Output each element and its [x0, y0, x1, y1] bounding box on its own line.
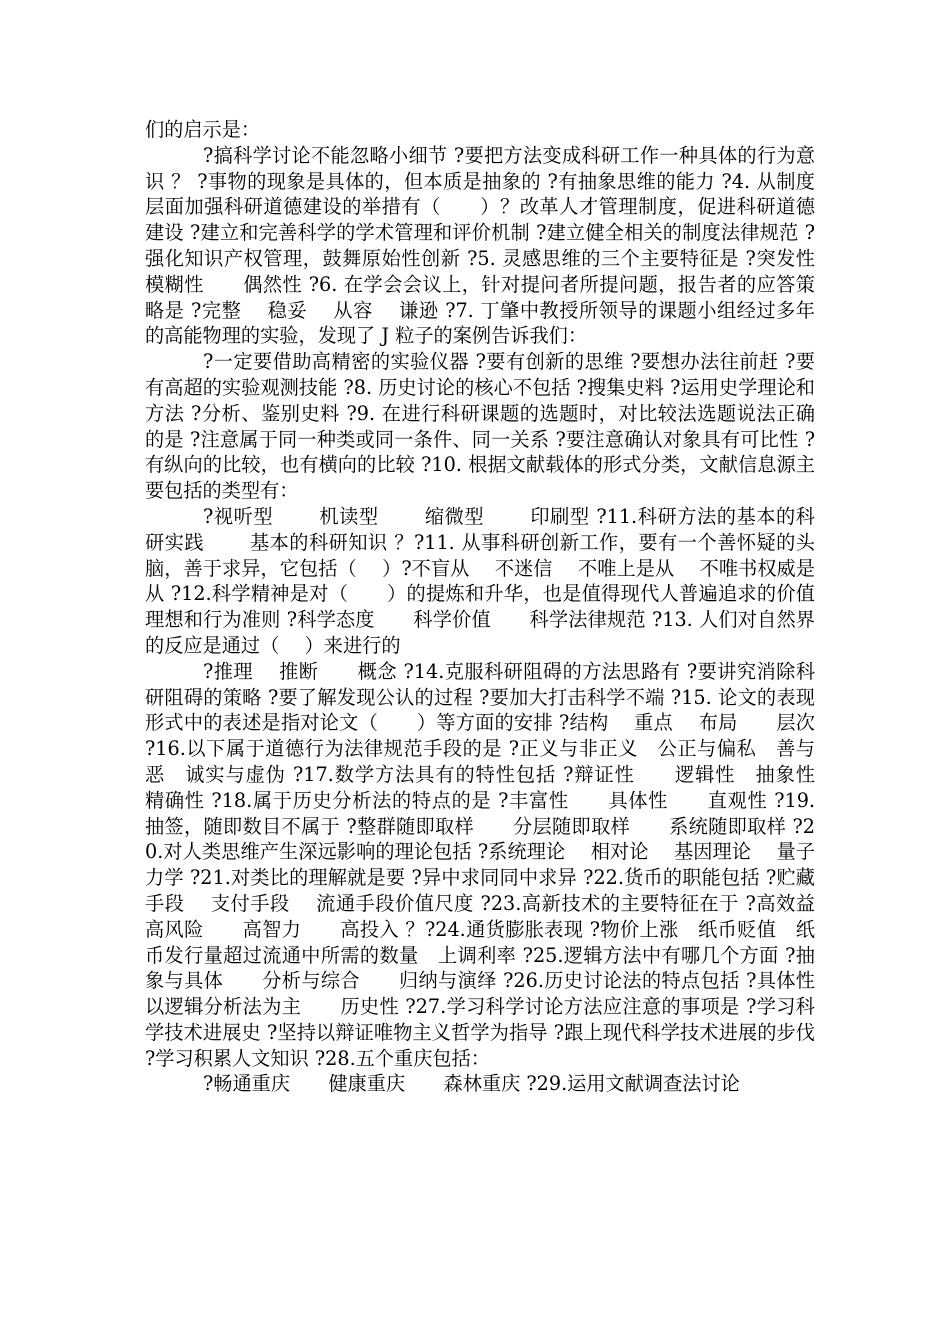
paragraph-2: ?搞科学讨论不能忽略小细节 ?要把方法变成科研工作一种具体的行为意识 ？ ?事物的现象是具体的，但本质是抽象的 ?有抽象思维的能力 ?4. 从制度层面加强科研道德建设的举措有（ ）？改革人才管理制度，促进科研道德建设 ?建立和完善科学的学术管理和评价机制 ?建立健全相关的制度法律规范 ?强化知识产权管理，鼓舞原始性创新 ?5. 灵感思维的三个主要特征是 ?突发性 模糊性 偶然性 ?6. 在学会会议上，针对提问者所提问题，报告者的应答策略是 ?完整 稳妥 从容 谦逊 ?7. 丁肇中教授所领导的课题小组经过多年的高能物理的实验，发现了 J 粒子的案例告诉我们： — [145, 143, 854, 348]
paragraph-3: ?一定要借助高精密的实验仪器 ?要有创新的思维 ?要想办法往前赶 ?要有高超的实验观测技能 ?8. 历史讨论的核心不包括 ?搜集史料 ?运用史学理论和方法 ?分析、鉴别史料 ?9. 在进行科研课题的选题时，对比较法选题说法正确的是 ?注意属于同一种类或同一条件、同一关系 ?要注意确认对象具有可比性 ?有纵向的比较，也有横向的比较 ?10. 根据文献载体的形式分类，文献信息源主要包括的类型有： — [145, 350, 815, 503]
paragraph-4: ?视听型 机读型 缩微型 印刷型 ?11.科研方法的基本的科研实践 基本的科研知识 ？?11. 从事科研创新工作，要有一个善怀疑的头脑，善于求异，它包括（ ）?不盲从 不迷信 不唯上是从 不唯书权威是从 ?12.科学精神是对（ ）的提炼和升华，也是值得现代人普遍追求的价值理想和行为准则 ?科学态度 科学价值 科学法律规范 ?13. 人们对自然界的反应是通过（ ）来进行的 — [145, 504, 815, 657]
paragraph-5: ?推理 推断 概念 ?14.克服科研阻碍的方法思路有 ?要讲究消除科研阻碍的策略 ?要了解发现公认的过程 ?要加大打击科学不端 ?15. 论文的表现形式中的表述是指对论文（ ）等方面的安排 ?结构 重点 布局 层次 ?16.以下属于道德行为法律规范手段的是 ?正义与非正义 公正与偏私 善与恶 诚实与虚伪 ?17.数学方法具有的特性包括 ?辩证性 逻辑性 抽象性 精确性 ?18.属于历史分析法的特点的是 ?丰富性 具体性 直观性 ?19. 抽签，随即数目不属于 ?整群随即取样 分层随即取样 系统随即取样 ?20.对人类思维产生深远影响的理论包括 ?系统理论 相对论 基因理论 量子力学 ?21.对类比的理解就是要 ?异中求同同中求异 ?22.货币的职能包括 ?贮藏手段 支付手段 流通手段价值尺度 ?23.高新技术的主要特征在于 ?高效益 高风险 高智力 高投入 ？?24.通货膨胀表现 ?物价上涨 纸币贬值 纸币发行量超过流通中所需的数量 上调利率 ?25.逻辑方法中有哪几个方面 ?抽象与具体 分析与综合 归纳与演绎 ?26.历史讨论法的特点包括 ?具体性 以逻辑分析法为主 历史性 ?27.学习科学讨论方法应注意的事项是 ?学习科学技术进展史 ?坚持以辩证唯物主义哲学为指导 ?跟上现代科学技术进展的步伐 ?学习积累人文知识 ?28.五个重庆包括： — [145, 659, 854, 1070]
paragraph-1: 们的启示是： — [145, 118, 261, 141]
document-page — [145, 117, 854, 1097]
paragraph-6: ?畅通重庆 健康重庆 森林重庆 ?29.运用文献调查法讨论 — [203, 1072, 740, 1096]
